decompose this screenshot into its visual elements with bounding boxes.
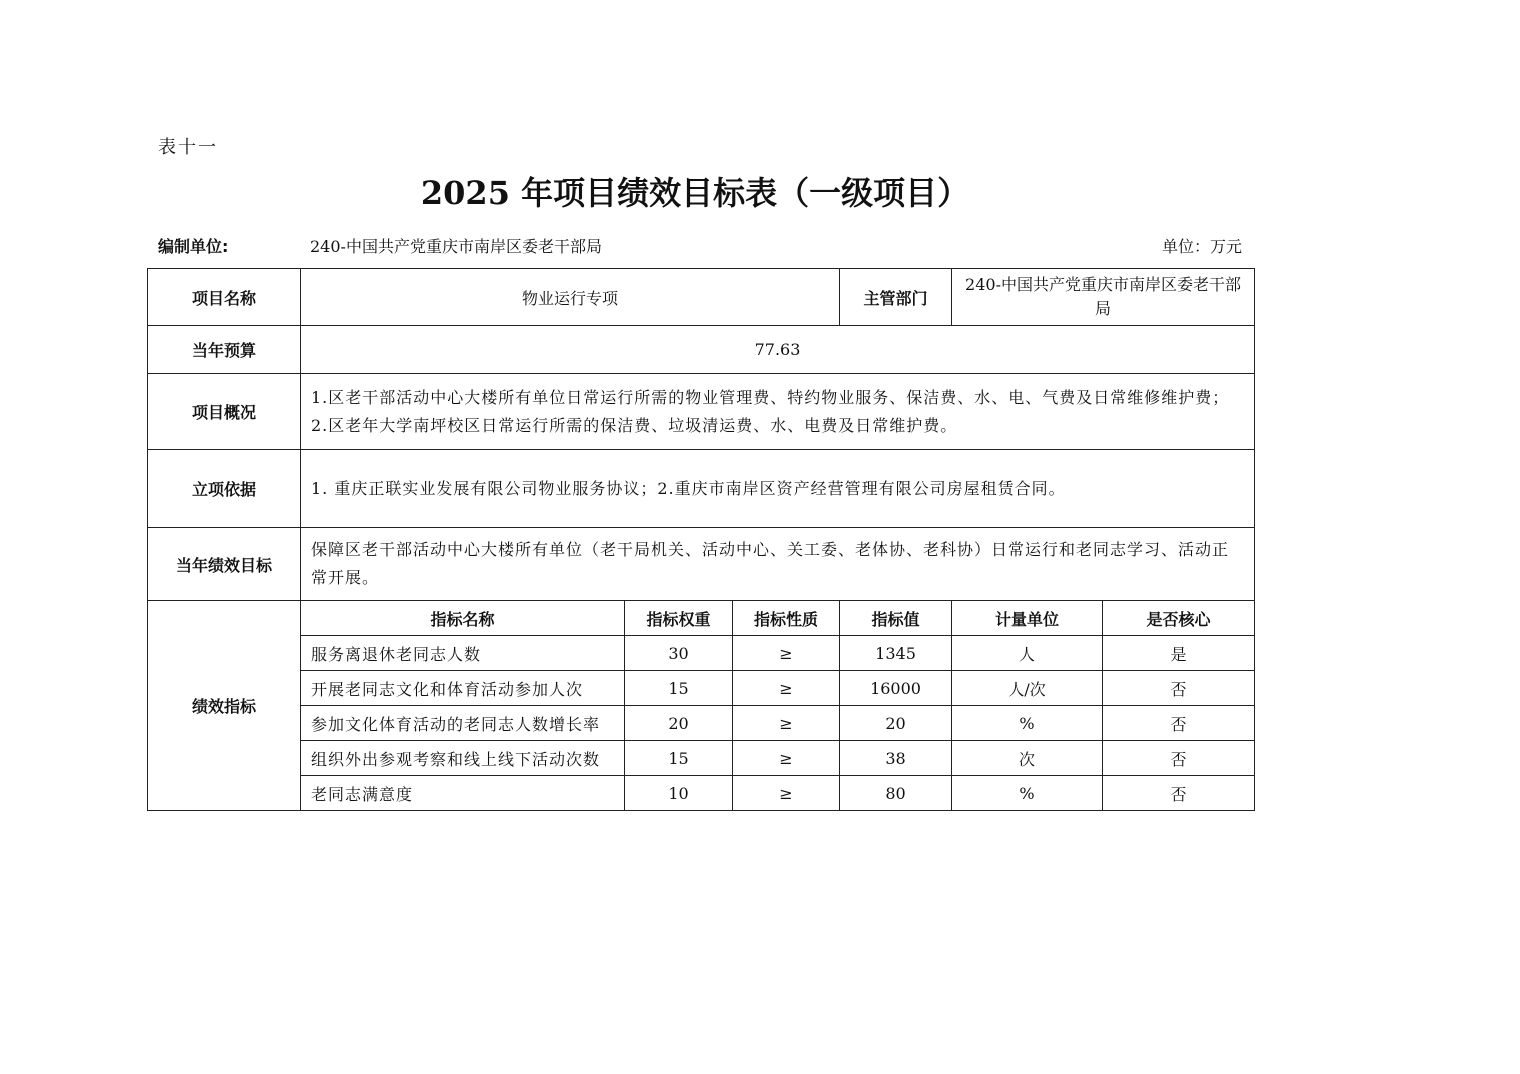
dept-value: 240-中国共产党重庆市南岸区委老干部局 [952, 269, 1255, 326]
project-name-label: 项目名称 [148, 269, 301, 326]
indicator-nature: ≥ [733, 776, 840, 811]
indicator-row [148, 741, 1255, 776]
indicator-weight: 15 [625, 741, 733, 776]
goal-value: 保障区老干部活动中心大楼所有单位（老干局机关、活动中心、关工委、老体协、老科协）日常运行和老同志学习、活动正常开展。 [301, 528, 1255, 601]
basis-value: 1. 重庆正联实业发展有限公司物业服务协议；2.重庆市南岸区资产经营管理有限公司房屋租赁合同。 [301, 450, 1255, 528]
basis-label: 立项依据 [148, 450, 301, 528]
performance-table [147, 268, 1255, 811]
indicator-weight: 30 [625, 636, 733, 671]
indicator-row [148, 671, 1255, 706]
indicator-nature: ≥ [733, 741, 840, 776]
org-label: 编制单位: [158, 237, 229, 256]
indicator-value: 20 [840, 706, 952, 741]
indicator-core: 否 [1103, 671, 1255, 706]
indicator-name: 组织外出参观考察和线上线下活动次数 [301, 741, 625, 776]
indicator-value: 16000 [840, 671, 952, 706]
indicator-unit: 次 [952, 741, 1103, 776]
project-name-row [148, 269, 1255, 326]
indicator-unit: 人 [952, 636, 1103, 671]
project-name-value: 物业运行专项 [301, 269, 840, 326]
basis-row [148, 450, 1255, 528]
document-title: 2025 年项目绩效目标表（一级项目） [420, 174, 970, 212]
indicator-core: 是 [1103, 636, 1255, 671]
indicator-name: 老同志满意度 [301, 776, 625, 811]
column-header: 指标值 [840, 601, 952, 636]
budget-row [148, 326, 1255, 374]
column-header: 是否核心 [1103, 601, 1255, 636]
indicator-unit: % [952, 776, 1103, 811]
indicators-section-label: 绩效指标 [148, 601, 301, 811]
indicator-weight: 20 [625, 706, 733, 741]
column-header: 指标性质 [733, 601, 840, 636]
column-header: 指标权重 [625, 601, 733, 636]
goal-row [148, 528, 1255, 601]
unit-label: 单位：万元 [1161, 237, 1242, 256]
indicator-unit: % [952, 706, 1103, 741]
indicator-core: 否 [1103, 776, 1255, 811]
indicator-value: 1345 [840, 636, 952, 671]
indicator-name: 开展老同志文化和体育活动参加人次 [301, 671, 625, 706]
indicator-weight: 15 [625, 671, 733, 706]
indicator-row [148, 776, 1255, 811]
column-header: 计量单位 [952, 601, 1103, 636]
indicator-nature: ≥ [733, 636, 840, 671]
indicator-nature: ≥ [733, 671, 840, 706]
overview-row [148, 374, 1255, 450]
column-header: 指标名称 [301, 601, 625, 636]
indicator-core: 否 [1103, 706, 1255, 741]
indicator-name: 参加文化体育活动的老同志人数增长率 [301, 706, 625, 741]
org-value: 240-中国共产党重庆市南岸区委老干部局 [310, 237, 602, 256]
indicator-row [148, 636, 1255, 671]
budget-label: 当年预算 [148, 326, 301, 374]
table-number: 表十一 [158, 137, 218, 158]
indicator-value: 38 [840, 741, 952, 776]
indicator-name: 服务离退休老同志人数 [301, 636, 625, 671]
indicator-weight: 10 [625, 776, 733, 811]
indicator-value: 80 [840, 776, 952, 811]
overview-label: 项目概况 [148, 374, 301, 450]
budget-value: 77.63 [301, 326, 1255, 374]
indicator-header-row [148, 601, 1255, 636]
dept-label: 主管部门 [840, 269, 952, 326]
overview-value: 1.区老干部活动中心大楼所有单位日常运行所需的物业管理费、特约物业服务、保洁费、水、电、气费及日常维修维护费；2.区老年大学南坪校区日常运行所需的保洁费、垃圾清运费、水、电费及日常维护费。 [301, 374, 1255, 450]
indicator-core: 否 [1103, 741, 1255, 776]
goal-label: 当年绩效目标 [148, 528, 301, 601]
indicator-row [148, 706, 1255, 741]
indicator-nature: ≥ [733, 706, 840, 741]
indicator-unit: 人/次 [952, 671, 1103, 706]
